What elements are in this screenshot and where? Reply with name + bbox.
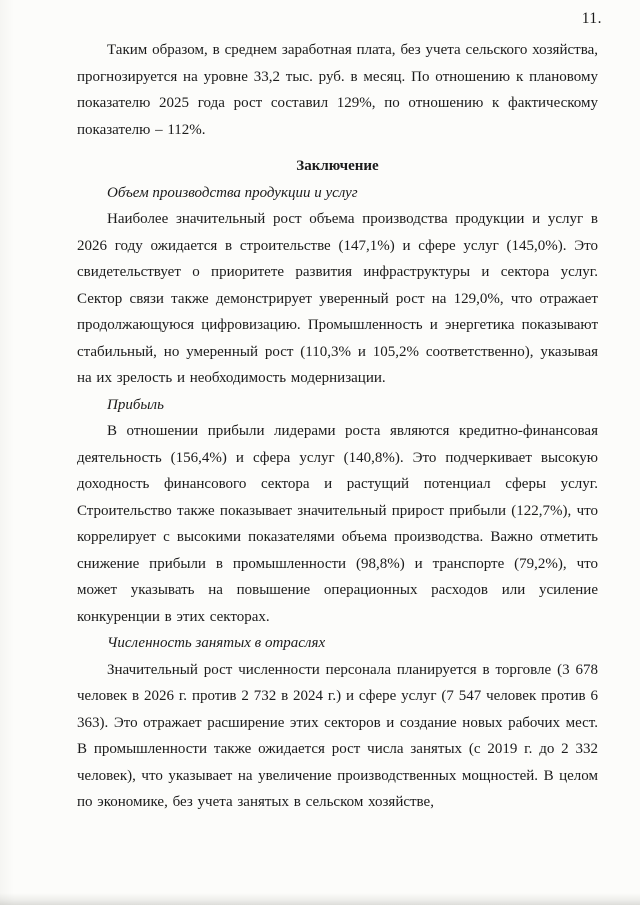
paragraph-salary-forecast: Таким образом, в среднем заработная плата, без учета сельского хозяйства, прогнозируется на уровне 33,2 тыс. руб. в месяц. По отношению к плановому показателю 2025 года рост составил 129%, по отношению к фактическому показателю – 112%. (77, 42, 598, 138)
scan-edge-shading-left (0, 0, 14, 905)
subheading-production-volume: Объем производства продукции и услуг (107, 184, 358, 201)
paragraph-employment-by-industry: Значительный рост численности персонала планируется в торговле (3 678 человек в 2026 г. против 2 732 в 2024 г.) и сфере услуг (7 547 человек против 6 363). Это отражает расширение этих секторов и создание новых рабочих мест. В промышленности также ожидается рост числа занятых (с 2019 г. до 2 332 человек), что указывает на увеличение производственных мощностей. В целом по экономике, без учета занятых в сельском хозяйстве, (77, 661, 598, 810)
subheading-profit: Прибыль (107, 396, 164, 413)
paragraph-profit: В отношении прибыли лидерами роста являются кредитно-финансовая деятельность (156,4%) и сфера услуг (140,8%). Это подчеркивает высокую доходность финансового сектора и растущий потенциал сферы услуг. Строительство также показывает значительный прирост прибыли (122,7%), что коррелирует с высокими показателями объема производства. Важно отметить снижение прибыли в промышленности (98,8%) и транспорте (79,2%), что может указывать на повышение операционных расходов или усиление конкуренции в этих секторах. (77, 423, 598, 625)
paragraph-production-volume: Наиболее значительный рост объема производства продукции и услуг в 2026 году ожидается в строительстве (147,1%) и сфере услуг (145,0%). Это свидетельствует о приоритете развития инфраструктуры и сектора услуг. Сектор связи также демонстрирует уверенный рост на 129,0%, что отражает продолжающуюся цифровизацию. Промышленность и энергетика показывают стабильный, но умеренный рост (110,3% и 105,2% соответственно), указывая на их зрелость и необходимость модернизации. (77, 211, 598, 386)
subheading-employment-by-industry: Численность занятых в отраслях (107, 635, 326, 651)
page-number: 11. (581, 10, 602, 27)
scan-edge-shading-bottom (0, 893, 640, 905)
document-body (77, 37, 598, 816)
section-heading-conclusion: Заключение (296, 158, 379, 174)
